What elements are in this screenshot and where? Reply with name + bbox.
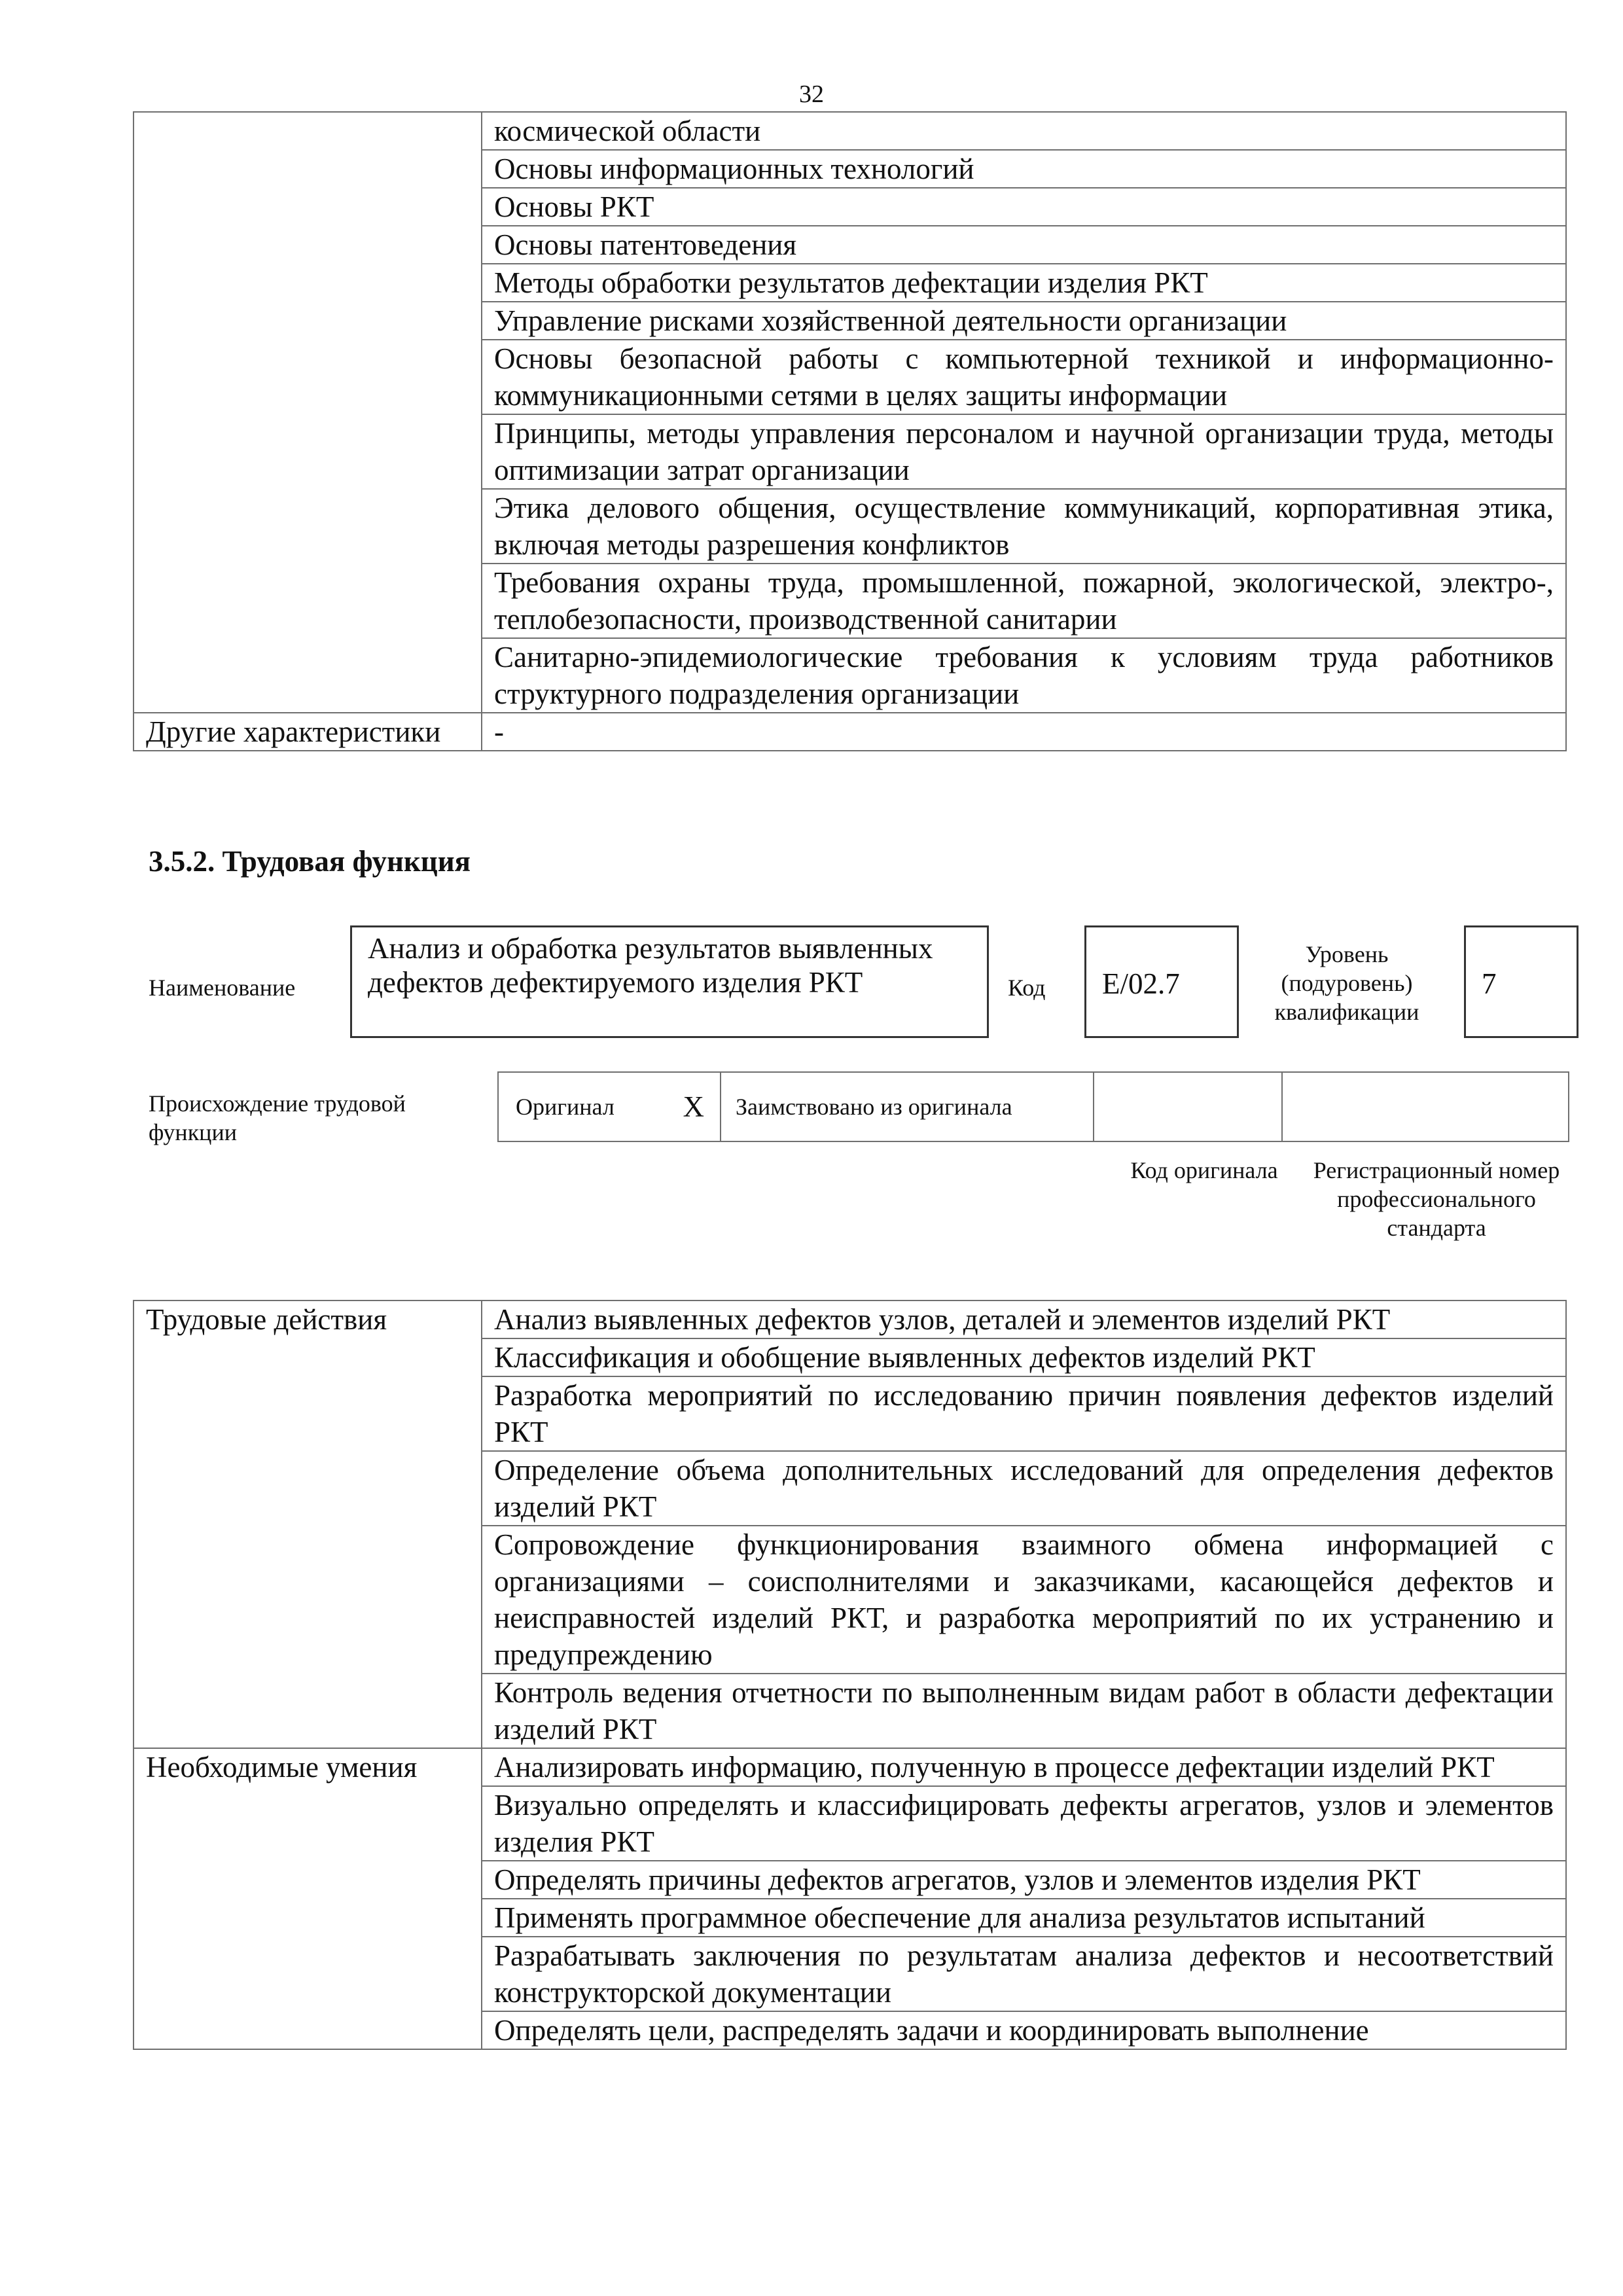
code-label: Код [1008,975,1046,1001]
level-box: 7 [1464,925,1578,1038]
table-row [134,112,1566,150]
original-cell [499,1073,721,1141]
borrowed-label: Заимствовано из оригинала [721,1073,1094,1141]
code-box: E/02.7 [1084,925,1239,1038]
knowledge-item: Этика делового общения, осуществление коммуникаций, корпоративная этика, включая методы разрешения конфликтов [482,489,1566,564]
registration-number-cell [1283,1073,1568,1141]
labor-action-item: Контроль ведения отчетности по выполненным видам работ в области дефектации изделий РКТ [482,1674,1566,1748]
function-details-table [133,1300,1567,2050]
table-row [134,1748,1566,1786]
labor-action-item: Сопровождение функционирования взаимного обмена информацией с организациями – соисполнителями и заказчиками, касающейся дефектов и неисправностей изделий РКТ, и разработка мероприятий по их устранению и предупреждению [482,1526,1566,1674]
skill-item: Визуально определять и классифицировать дефекты агрегатов, узлов и элементов изделия РКТ [482,1786,1566,1861]
labor-actions-label: Трудовые действия [134,1300,482,1748]
knowledge-item: Требования охраны труда, промышленной, пожарной, экологической, электро-, теплобезопасности, производственной санитарии [482,564,1566,638]
skill-item: Анализировать информацию, полученную в процессе дефектации изделий РКТ [482,1748,1566,1786]
labor-action-item: Анализ выявленных дефектов узлов, деталей и элементов изделий РКТ [482,1300,1566,1338]
function-name-box: Анализ и обработка результатов выявленных дефектов дефектируемого изделия РКТ [350,925,989,1038]
knowledge-item: Санитарно-эпидемиологические требования к условиям труда работников структурного подразделения организации [482,638,1566,713]
table-row [134,1300,1566,1338]
skill-item: Определять причины дефектов агрегатов, узлов и элементов изделия РКТ [482,1861,1566,1899]
original-code-cell [1094,1073,1283,1141]
knowledge-item: Основы РКТ [482,188,1566,226]
original-label: Оригинал [516,1094,615,1120]
section-title: 3.5.2. Трудовая функция [149,845,471,878]
knowledge-item: Основы безопасной работы с компьютерной техникой и информационно-коммуникационными сетями в целях защиты информации [482,340,1566,414]
other-value: - [482,713,1566,751]
knowledge-table [133,111,1567,751]
origin-label: Происхождение трудовой функции [149,1090,406,1145]
knowledge-item: Основы патентоведения [482,226,1566,264]
knowledge-item: Методы обработки результатов дефектации изделия РКТ [482,264,1566,302]
labor-action-item: Разработка мероприятий по исследованию причин появления дефектов изделий РКТ [482,1376,1566,1451]
knowledge-item: Основы информационных технологий [482,150,1566,188]
knowledge-item: Управление рисками хозяйственной деятельности организации [482,302,1566,340]
labor-action-item: Классификация и обобщение выявленных дефектов изделий РКТ [482,1338,1566,1376]
other-label: Другие характеристики [134,713,482,751]
required-skills-label: Необходимые умения [134,1748,482,2049]
origin-strip [497,1071,1569,1142]
registration-caption: Регистрационный номер профессионального стандарта [1313,1157,1560,1241]
knowledge-item: Принципы, методы управления персоналом и научной организации труда, методы оптимизации затрат организации [482,414,1566,489]
skill-item: Определять цели, распределять задачи и координировать выполнение [482,2011,1566,2049]
name-label: Наименование [149,975,296,1001]
table-row [134,713,1566,751]
code-caption: Код оригинала [1130,1157,1278,1183]
page-number: 32 [799,81,824,108]
level-label: Уровень (подуровень) квалификации [1274,941,1419,1025]
label-cell-empty [134,112,482,713]
skill-item: Разрабатывать заключения по результатам анализа дефектов и несоответствий конструкторской документации [482,1937,1566,2011]
knowledge-item: космической области [482,112,1566,150]
original-mark: X [683,1090,704,1123]
skill-item: Применять программное обеспечение для анализа результатов испытаний [482,1899,1566,1937]
labor-action-item: Определение объема дополнительных исследований для определения дефектов изделий РКТ [482,1451,1566,1526]
